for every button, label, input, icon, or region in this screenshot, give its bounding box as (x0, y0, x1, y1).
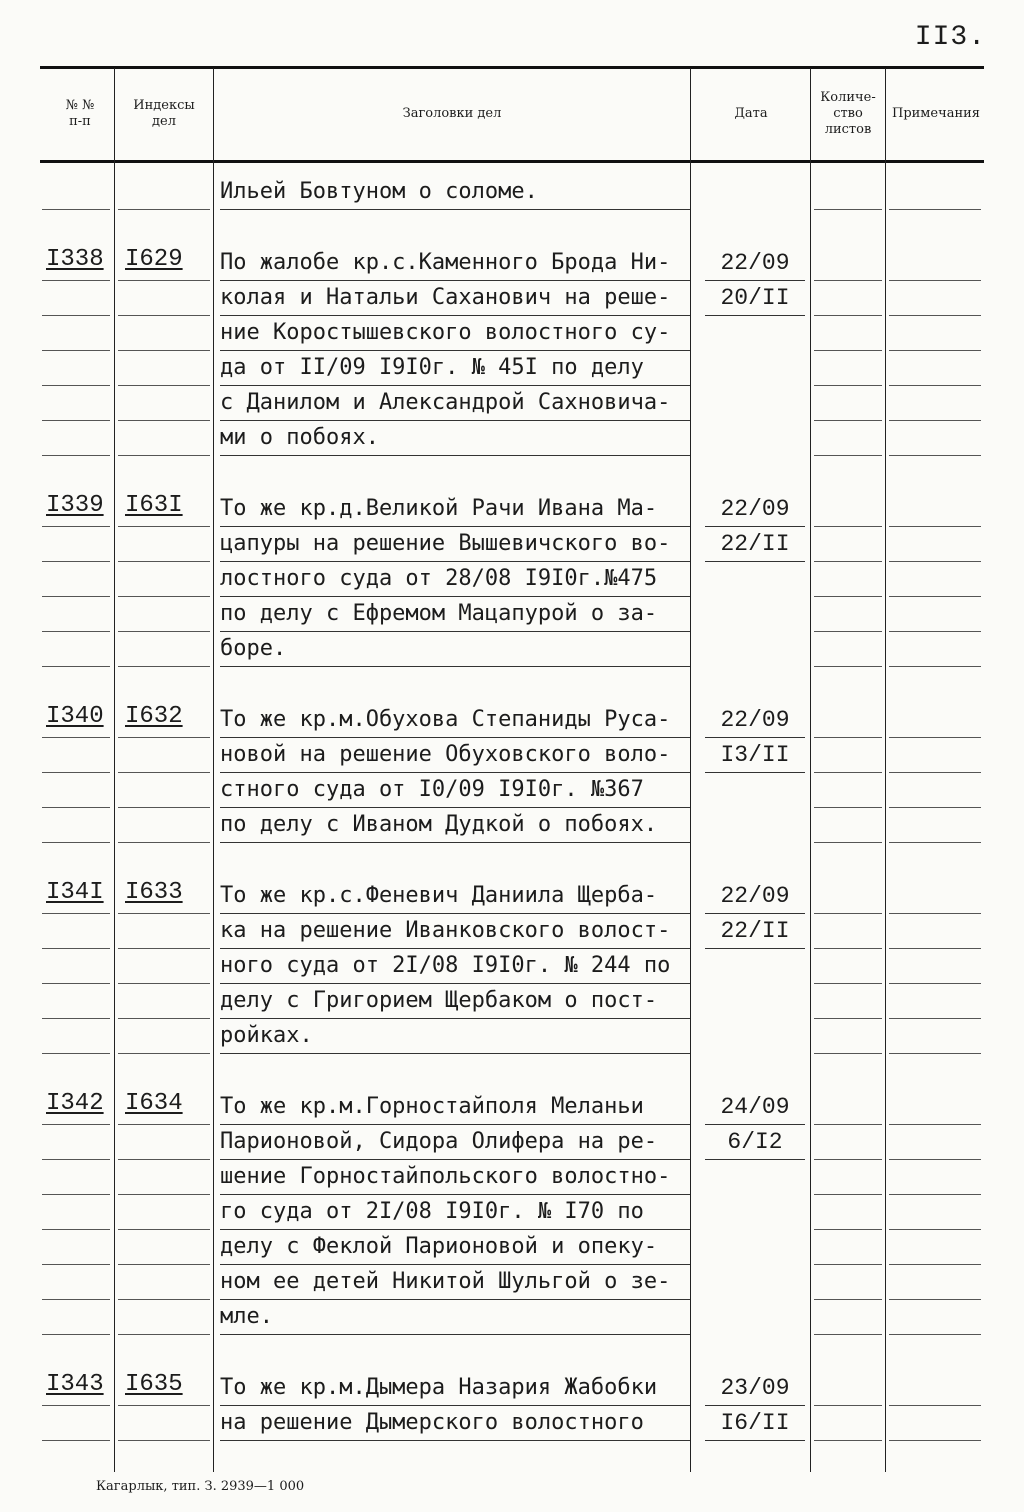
row-ruling (118, 526, 210, 527)
row-ruling (118, 807, 210, 808)
title-line: шение Горностайпольского волостно- (220, 1160, 690, 1195)
row-ruling (118, 561, 210, 562)
row-ruling (889, 596, 981, 597)
row-ruling (814, 315, 882, 316)
row-ruling (889, 350, 981, 351)
header-count: Количе- ство листов (820, 90, 876, 137)
row-ruling (118, 842, 210, 843)
record-number: I343 (46, 1371, 104, 1398)
row-ruling (814, 561, 882, 562)
row-ruling (118, 1299, 210, 1300)
row-ruling (118, 596, 210, 597)
row-ruling (814, 1053, 882, 1054)
title-line: То же кр.м.Дымера Назария Жабобки (220, 1371, 690, 1406)
record-title (220, 492, 690, 667)
row-ruling (42, 350, 110, 351)
title-line: То же кр.м.Обухова Степаниды Руса- (220, 703, 690, 738)
row-ruling (118, 666, 210, 667)
header-index: Индексы дел (133, 98, 195, 129)
row-ruling (42, 561, 110, 562)
title-line: да от II/09 I9I0г. № 45I по делу (220, 351, 690, 386)
record-dates (705, 492, 805, 562)
row-ruling (814, 631, 882, 632)
row-ruling (814, 1194, 882, 1195)
row-ruling (889, 807, 981, 808)
record-index: I632 (125, 703, 183, 730)
row-ruling (889, 561, 981, 562)
row-ruling (814, 596, 882, 597)
title-line: Парионовой, Сидора Олифера на ре- (220, 1125, 690, 1160)
row-ruling (118, 1334, 210, 1335)
row-ruling (889, 666, 981, 667)
title-line: Ильей Бовтуном о соломе. (220, 175, 690, 210)
row-ruling (42, 209, 110, 210)
row-ruling (118, 737, 210, 738)
row-ruling (814, 526, 882, 527)
row-ruling (42, 1159, 110, 1160)
date-line: 22/09 (705, 879, 805, 914)
title-line: ном ее детей Никитой Шульгой о зе- (220, 1265, 690, 1300)
row-ruling (814, 350, 882, 351)
title-line: колая и Натальи Саханович на реше- (220, 281, 690, 316)
row-ruling (42, 420, 110, 421)
date-line: I6/II (705, 1406, 805, 1441)
title-line: на решение Дымерского волостного (220, 1406, 690, 1441)
title-line: делу с Феклой Парионовой и опеку- (220, 1230, 690, 1265)
row-ruling (814, 807, 882, 808)
record-index: I629 (125, 246, 183, 273)
date-line: I3/II (705, 738, 805, 773)
row-ruling (118, 948, 210, 949)
header-title: Заголовки дел (402, 106, 502, 121)
record-index: I634 (125, 1090, 183, 1117)
title-line: мле. (220, 1300, 690, 1335)
row-ruling (42, 315, 110, 316)
row-ruling (814, 1229, 882, 1230)
row-ruling (42, 1018, 110, 1019)
date-line: 22/09 (705, 246, 805, 281)
row-ruling (889, 1299, 981, 1300)
row-ruling (42, 1053, 110, 1054)
title-line: цапуры на решение Вышевичского во- (220, 527, 690, 562)
row-ruling (814, 1334, 882, 1335)
row-ruling (42, 948, 110, 949)
header-number: № № п-п (65, 98, 95, 129)
header-bottom-rule (40, 160, 984, 163)
row-ruling (814, 385, 882, 386)
row-ruling (814, 948, 882, 949)
table-header (0, 68, 1024, 160)
row-ruling (42, 455, 110, 456)
row-ruling (889, 1124, 981, 1125)
row-ruling (42, 1194, 110, 1195)
row-ruling (118, 209, 210, 210)
record-dates (705, 246, 805, 316)
row-ruling (42, 913, 110, 914)
record-title (220, 703, 690, 843)
record-number: I339 (46, 492, 104, 519)
date-line: 23/09 (705, 1371, 805, 1406)
date-line: 22/II (705, 527, 805, 562)
row-ruling (118, 983, 210, 984)
row-ruling (889, 1194, 981, 1195)
row-ruling (42, 842, 110, 843)
row-ruling (814, 1159, 882, 1160)
row-ruling (889, 526, 981, 527)
row-ruling (42, 280, 110, 281)
row-ruling (42, 631, 110, 632)
row-ruling (889, 280, 981, 281)
row-ruling (889, 842, 981, 843)
row-ruling (118, 1194, 210, 1195)
row-ruling (889, 1229, 981, 1230)
row-ruling (42, 983, 110, 984)
title-line: То же кр.м.Горностайполя Меланьи (220, 1090, 690, 1125)
row-ruling (42, 1229, 110, 1230)
row-ruling (118, 1264, 210, 1265)
row-ruling (42, 1440, 110, 1441)
title-line: лостного суда от 28/08 I9I0г.№475 (220, 562, 690, 597)
row-ruling (814, 772, 882, 773)
row-ruling (889, 631, 981, 632)
row-ruling (42, 666, 110, 667)
row-ruling (814, 1124, 882, 1125)
row-ruling (814, 1018, 882, 1019)
title-line: го суда от 2I/08 I9I0г. № I70 по (220, 1195, 690, 1230)
row-ruling (42, 1334, 110, 1335)
printer-imprint: Кагарлык, тип. З. 2939—1 000 (96, 1479, 305, 1494)
column-divider (690, 68, 691, 1472)
date-line: 22/09 (705, 492, 805, 527)
title-line: ного суда от 2I/08 I9I0г. № 244 по (220, 949, 690, 984)
row-ruling (814, 1405, 882, 1406)
record-dates (705, 703, 805, 773)
row-ruling (814, 1440, 882, 1441)
row-ruling (814, 842, 882, 843)
header-notes: Примечания (891, 106, 980, 121)
row-ruling (889, 948, 981, 949)
row-ruling (42, 526, 110, 527)
title-line: ми о побоях. (220, 421, 690, 456)
row-ruling (118, 1159, 210, 1160)
row-ruling (889, 737, 981, 738)
title-line: ние Коростышевского волостного су- (220, 316, 690, 351)
record-number: I340 (46, 703, 104, 730)
row-ruling (889, 913, 981, 914)
record-number: I338 (46, 246, 104, 273)
row-ruling (889, 1159, 981, 1160)
row-ruling (42, 737, 110, 738)
date-line: 6/I2 (705, 1125, 805, 1160)
record-number: I34I (46, 879, 104, 906)
title-line: По жалобе кр.с.Каменного Брода Ни- (220, 246, 690, 281)
row-ruling (42, 1299, 110, 1300)
row-ruling (42, 772, 110, 773)
date-line: 22/09 (705, 703, 805, 738)
header-date: Дата (734, 106, 768, 121)
row-ruling (889, 983, 981, 984)
row-ruling (814, 280, 882, 281)
title-line: ка на решение Иванковского волост- (220, 914, 690, 949)
row-ruling (814, 1264, 882, 1265)
date-line: 20/II (705, 281, 805, 316)
title-line: делу с Григорием Щербаком о пост- (220, 984, 690, 1019)
row-ruling (118, 913, 210, 914)
row-ruling (42, 1405, 110, 1406)
date-line: 24/09 (705, 1090, 805, 1125)
row-ruling (889, 1018, 981, 1019)
record-index: I63I (125, 492, 183, 519)
row-ruling (118, 350, 210, 351)
row-ruling (814, 1299, 882, 1300)
title-line: стного суда от I0/09 I9I0г. №367 (220, 773, 690, 808)
record-title (220, 879, 690, 1054)
row-ruling (814, 913, 882, 914)
row-ruling (118, 1229, 210, 1230)
title-line: ройках. (220, 1019, 690, 1054)
row-ruling (889, 1405, 981, 1406)
column-divider (885, 68, 886, 1472)
date-line: 22/II (705, 914, 805, 949)
title-line: новой на решение Обуховского воло- (220, 738, 690, 773)
record-index: I633 (125, 879, 183, 906)
title-line: по делу с Ефремом Мацапурой о за- (220, 597, 690, 632)
row-ruling (814, 420, 882, 421)
row-ruling (118, 385, 210, 386)
row-ruling (118, 631, 210, 632)
row-ruling (889, 209, 981, 210)
row-ruling (118, 280, 210, 281)
column-divider (114, 68, 115, 1472)
record-title (220, 1090, 690, 1335)
column-divider (213, 68, 214, 1472)
row-ruling (118, 315, 210, 316)
row-ruling (889, 1334, 981, 1335)
title-line: То же кр.д.Великой Рачи Ивана Ма- (220, 492, 690, 527)
title-line: по делу с Иваном Дудкой о побоях. (220, 808, 690, 843)
row-ruling (42, 596, 110, 597)
row-ruling (118, 772, 210, 773)
row-ruling (814, 666, 882, 667)
row-ruling (814, 455, 882, 456)
row-ruling (42, 807, 110, 808)
record-index: I635 (125, 1371, 183, 1398)
column-divider (810, 68, 811, 1472)
record-title (220, 246, 690, 456)
record-dates (705, 879, 805, 949)
row-ruling (42, 1264, 110, 1265)
row-ruling (814, 737, 882, 738)
record-title (220, 1371, 690, 1441)
row-ruling (118, 1018, 210, 1019)
title-line: То же кр.с.Феневич Даниила Щерба- (220, 879, 690, 914)
row-ruling (889, 420, 981, 421)
row-ruling (118, 1124, 210, 1125)
row-ruling (118, 455, 210, 456)
record-number: I342 (46, 1090, 104, 1117)
row-ruling (889, 385, 981, 386)
row-ruling (889, 1440, 981, 1441)
row-ruling (118, 1405, 210, 1406)
row-ruling (814, 983, 882, 984)
row-ruling (889, 772, 981, 773)
title-line: с Данилом и Александрой Сахновича- (220, 386, 690, 421)
row-ruling (118, 420, 210, 421)
row-ruling (814, 209, 882, 210)
row-ruling (42, 1124, 110, 1125)
row-ruling (889, 315, 981, 316)
row-ruling (889, 455, 981, 456)
record-title (220, 175, 690, 210)
record-dates (705, 1371, 805, 1441)
row-ruling (889, 1053, 981, 1054)
row-ruling (118, 1053, 210, 1054)
row-ruling (889, 1264, 981, 1265)
title-line: боре. (220, 632, 690, 667)
row-ruling (118, 1440, 210, 1441)
row-ruling (42, 385, 110, 386)
record-dates (705, 1090, 805, 1160)
page-number: II3. (914, 22, 986, 53)
